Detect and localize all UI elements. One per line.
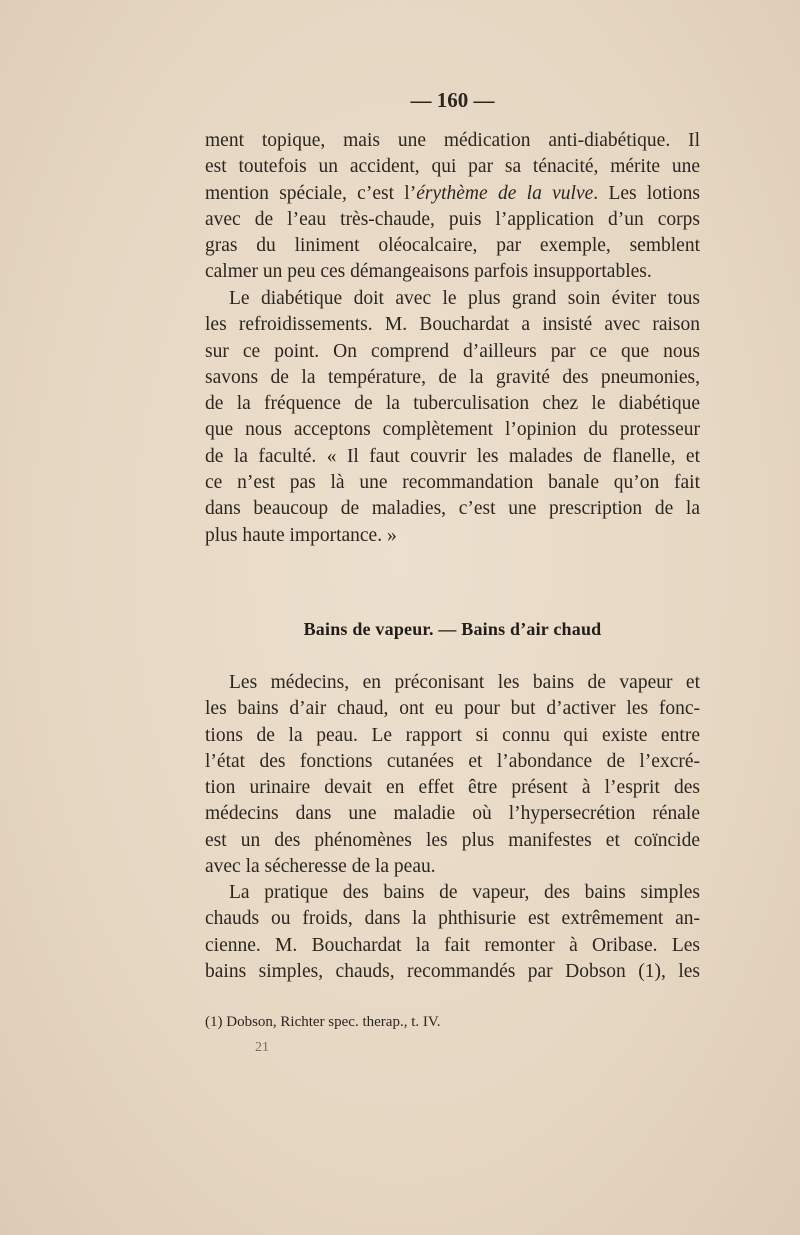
paragraph-pratique [205, 880, 700, 985]
text-line: dans beaucoup de maladies, c’est une prescription de la [205, 498, 700, 520]
text-line: savons de la température, de la gravité des pneumonies, [205, 366, 700, 388]
text-line: chauds ou froids, dans la phthisurie est extrêmement an- [205, 908, 700, 930]
paragraph-refroidissements [205, 286, 700, 549]
paragraph-bains [205, 670, 700, 880]
text-line: Le diabétique doit avec le plus grand soin éviter tous [229, 288, 700, 309]
footnote: (1) Dobson, Richter spec. therap., t. IV. [205, 1014, 441, 1030]
section-title: Bains de vapeur. — Bains d’air chaud [303, 619, 602, 639]
text-line: La pratique des bains de vapeur, des bains simples [229, 882, 700, 903]
text-line: médecins dans une maladie où l’hypersecrétion rénale [205, 803, 700, 825]
text-line: mention spéciale, c’est l’érythème de la vulve. Les lotions [205, 182, 700, 204]
text-line: ment topique, mais une médication anti-diabétique. Il [205, 130, 700, 151]
text-line: plus haute importance. » [205, 524, 397, 546]
page-number: — 160 — [410, 88, 495, 112]
text-line: sur ce point. On comprend d’ailleurs par ce que nous [205, 340, 700, 362]
text-line: l’état des fonctions cutanées et l’abondance de l’excré- [205, 750, 700, 772]
text-line: les refroidissements. M. Bouchardat a insisté avec raison [205, 314, 700, 336]
text-line: Les médecins, en préconisant les bains de vapeur et [229, 672, 700, 693]
text-line: ce n’est pas là une recommandation banale qu’on fait [205, 472, 700, 494]
text-line: tion urinaire devait en effet être présent à l’esprit des [205, 777, 700, 799]
text-line: est toutefois un accident, qui par sa ténacité, mérite une [205, 156, 700, 178]
text-line: bains simples, chauds, recommandés par Dobson (1), les [205, 960, 700, 982]
text-line: avec la sécheresse de la peau. [205, 856, 436, 878]
text-line: gras du liniment oléocalcaire, par exemple, semblent [205, 235, 700, 257]
text-line: avec de l’eau très-chaude, puis l’application d’un corps [205, 208, 700, 230]
text-line: cienne. M. Bouchardat la fait remonter à Oribase. Les [205, 934, 700, 956]
paragraph-continuation [205, 128, 700, 286]
signature-mark: 21 [255, 1040, 269, 1055]
text-line: les bains d’air chaud, ont eu pour but d’activer les fonc- [205, 698, 700, 720]
text-line: de la faculté. « Il faut couvrir les malades de flanelle, et [205, 445, 700, 467]
text-line: que nous acceptons complètement l’opinion du protesseur [205, 419, 700, 441]
text-line: calmer un peu ces démangeaisons parfois insupportables. [205, 261, 652, 283]
text-line: de la fréquence de la tuberculisation chez le diabétique [205, 393, 700, 415]
text-line: est un des phénomènes les plus manifestes et coïncide [205, 829, 700, 851]
text-line: tions de la peau. Le rapport si connu qui existe entre [205, 724, 700, 746]
